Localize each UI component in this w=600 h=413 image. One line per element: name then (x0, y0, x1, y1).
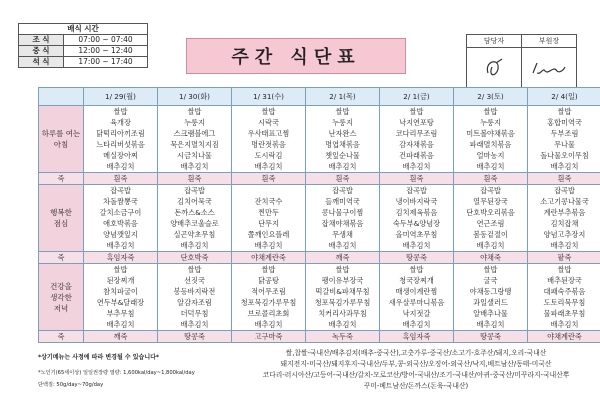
dinner-menu-cell (528, 264, 600, 331)
director-signature (522, 48, 577, 91)
breakfast-menu-cell (84, 106, 158, 173)
serving-time-header: 배식 시간 (19, 24, 148, 35)
menu-item: 낙지젓갈 (402, 309, 431, 318)
origin-line: 코다리-러시아산/고등어-국내산/갈치-모로코산/방어-국내산/조기-국내산/아귀-중국산/미꾸라지-국내산뿌 (262, 371, 570, 379)
menu-item: 배추김치 (254, 241, 283, 250)
menu-item: 대패숙주볶음 (543, 287, 586, 296)
menu-item: 낙지연포탕 (399, 118, 434, 127)
lunch-label: 중 식 (19, 46, 64, 57)
menu-item: 잡곡밥 (110, 186, 131, 195)
porridge-cell: 흑임자죽 (84, 252, 158, 264)
menu-item: 쌀밥 (335, 107, 350, 116)
menu-item: 두부조림 (550, 129, 579, 138)
menu-item: 메실장아찌 (103, 151, 138, 160)
menu-item: 쌀밥 (483, 107, 498, 116)
menu-item: 잡곡밥 (184, 186, 205, 195)
day-header-row (39, 88, 600, 106)
day-header: 1/ 30(화) (158, 88, 232, 106)
menu-item: 챗잎순나물 (325, 151, 360, 160)
menu-item: 배추김치 (550, 241, 579, 250)
menu-item: 새우살루마니볶음 (388, 298, 445, 307)
menu-item: 코다리무조림 (395, 129, 438, 138)
porridge-cell: 야채계란죽 (528, 331, 600, 343)
day-header: 1/ 29(월) (84, 88, 158, 106)
day-header: 1/ 31(수) (232, 88, 306, 106)
menu-item: 청국장찌개 (399, 276, 434, 285)
menu-item: 쌀밥 (113, 107, 128, 116)
breakfast-label: 하루를 여는 아침 (39, 106, 84, 173)
menu-item: 청포묵김가루무침 (314, 298, 371, 307)
menu-item: 묵은지멸치지짐 (170, 140, 219, 149)
menu-item: 쌀밥 (557, 107, 572, 116)
menu-item: 쌀밥 (261, 265, 276, 274)
menu-item: 부추무침 (106, 309, 135, 318)
porridge-cell: 땅콩죽 (380, 252, 454, 264)
menu-item: 찐만두 (258, 208, 279, 217)
menu-item: 건파래볶음 (399, 151, 434, 160)
menu-item: 잡곡밥 (480, 186, 501, 195)
origin-line: 꾸미-베트남산/돈까스(돈육-국내산) (363, 382, 469, 390)
approval-box (466, 34, 577, 91)
porridge-cell: 녹두죽 (306, 331, 380, 343)
menu-item: 잡채야채볶음 (321, 219, 364, 228)
menu-item: 배추김치 (328, 162, 357, 171)
menu-item: 봄동겉절이 (473, 230, 508, 239)
origin-line: 쌀,찹쌀-국내산/배추김치(배추-중국산),고춧가루-중국산/소고기-호주산/돼지,오리-국내산 (285, 349, 547, 357)
menu-item: 양념깻잎지 (103, 230, 138, 239)
menu-item: 난자완스 (328, 129, 357, 138)
menu-item: 봉등바지락전 (173, 287, 216, 296)
menu-item: 배추김치 (180, 241, 209, 250)
menu-item: 냉이바지락국 (395, 197, 438, 206)
menu-item: 배추김치 (254, 162, 283, 171)
dinner-menu-cell (380, 264, 454, 331)
menu-item: 숙두부&양념장 (392, 219, 441, 228)
lunch-time: 12:00 ~ 12:40 (64, 46, 148, 57)
menu-item: 누룽지 (480, 118, 501, 127)
menu-item: 된장찌개 (106, 276, 135, 285)
protein-guide: 단백질: 50g/day~70g/day (38, 382, 104, 388)
lunch-menu-cell (454, 185, 528, 252)
menu-item: 홍합미역국 (547, 118, 582, 127)
porridge-cell: 흰죽 (232, 173, 306, 185)
porridge-cell: 단호박죽 (158, 252, 232, 264)
menu-item: 김치어묵국 (177, 197, 212, 206)
menu-item: 잔치국수 (254, 197, 283, 206)
menu-item: 야채동그랑땡 (469, 287, 512, 296)
menu-item: 배추김치 (402, 162, 431, 171)
change-notice: *상기메뉴는 사정에 따라 변경될 수 있습니다* (38, 354, 160, 361)
menu-item: 쌀밥 (261, 107, 276, 116)
porridge-cell: 흰죽 (158, 173, 232, 185)
dinner-label: 건강을 생각한 저녁 (39, 264, 84, 331)
menu-item: 브로콜리초회 (247, 309, 290, 318)
menu-item: 차돌짬뽕국 (103, 197, 138, 206)
menu-item: 단호박오리볶음 (466, 208, 515, 217)
porridge-cell: 땅콩죽 (158, 331, 232, 343)
menu-item: 들깨미역국 (325, 197, 360, 206)
menu-item: 명엽채볶음 (325, 140, 360, 149)
origin-line: 돼지전지-미국산/돼지후지-국내산/두부,콩-외국산/오징어-외국산/낙지,베트남산/동태-미국산 (280, 360, 552, 368)
menu-item: 양배추코울슬로 (170, 219, 219, 228)
menu-item: 쌀밥 (409, 107, 424, 116)
menu-item: 청포묵김가루무침 (240, 298, 297, 307)
porridge-cell: 흰죽 (84, 173, 158, 185)
day-header: 2/ 4(일) (528, 88, 600, 106)
menu-item: 미트볼야채볶음 (466, 129, 515, 138)
menu-item: 갈치소금구이 (99, 208, 142, 217)
breakfast-menu-cell (306, 106, 380, 173)
lunch-label: 행복한 점심 (39, 185, 84, 252)
menu-item: 스크램블에그 (173, 129, 216, 138)
menu-item: 우사태표고찜 (247, 129, 290, 138)
porridge-label: 죽 (39, 173, 84, 185)
menu-item: 팽이유부장국 (321, 276, 364, 285)
menu-item: 쌀밥 (335, 265, 350, 274)
lunch-menu-cell (380, 185, 454, 252)
breakfast-menu-cell (232, 106, 306, 173)
menu-item: 배추김치 (476, 320, 505, 329)
dinner-porridge-row (39, 331, 600, 343)
menu-item: 닭떡리아끼조림 (96, 129, 145, 138)
dinner-menu-cell (306, 264, 380, 331)
breakfast-menu-cell (158, 106, 232, 173)
menu-item: 배추김치 (476, 162, 505, 171)
menu-item: 물파래초무침 (543, 309, 586, 318)
menu-item: 쌀밥 (409, 265, 424, 274)
menu-item: 느타리버섯볶음 (96, 140, 145, 149)
day-header: 2/ 1(금) (380, 88, 454, 106)
dinner-menu-cell (158, 264, 232, 331)
menu-item: 명란젓볶음 (251, 140, 286, 149)
menu-item: 잡곡밥 (554, 186, 575, 195)
menu-item: 콩나물구이찜 (321, 208, 364, 217)
lunch-row (39, 185, 600, 252)
approval-staff-label: 담당자 (467, 35, 522, 48)
lunch-menu-cell (232, 185, 306, 252)
menu-item: 쌀밥 (483, 265, 498, 274)
lunch-menu-cell (158, 185, 232, 252)
menu-item (232, 185, 305, 196)
menu-item: 쌀밥 (187, 107, 202, 116)
breakfast-row (39, 106, 600, 173)
breakfast-menu-cell (528, 106, 600, 173)
menu-item: 시금치나물 (177, 151, 212, 160)
menu-item: 김치잡채 (550, 219, 579, 228)
menu-item: 배추김치 (254, 320, 283, 329)
menu-item: 배추김치 (550, 320, 579, 329)
menu-item: 양념고추장지 (543, 230, 586, 239)
menu-item: 배추김치 (106, 162, 135, 171)
menu-item: 도토리묵무침 (543, 298, 586, 307)
dinner-time: 17:00 ~ 17:40 (64, 57, 148, 68)
menu-item: 시락국 (258, 118, 279, 127)
menu-item: 더덕무침 (180, 309, 209, 318)
porridge-cell: 땅콩죽 (454, 331, 528, 343)
porridge-cell: 흰죽 (454, 173, 528, 185)
approval-director-label: 부원장 (522, 35, 577, 48)
menu-item: 실곤약초무침 (173, 230, 216, 239)
porridge-cell: 깨죽 (84, 331, 158, 343)
menu-item: 배추김치 (180, 162, 209, 171)
menu-item: 누룽지 (184, 118, 205, 127)
menu-item: 알배추나물 (473, 309, 508, 318)
menu-item: 올미역초무침 (395, 230, 438, 239)
porridge-cell: 팥죽 (528, 252, 600, 264)
menu-item: 치커리사과무침 (318, 309, 367, 318)
porridge-cell: 야채죽 (454, 252, 528, 264)
menu-item: 배추된장국 (547, 276, 582, 285)
porridge-cell: 흰죽 (306, 173, 380, 185)
menu-item: 잡곡밥 (332, 186, 353, 195)
menu-item: 닭공탕 (258, 276, 279, 285)
menu-item: 배추김치 (328, 320, 357, 329)
menu-item: 배추김치 (106, 241, 135, 250)
menu-item: 무생채 (332, 230, 353, 239)
lunch-menu-cell (528, 185, 600, 252)
menu-item: 계란부추볶음 (543, 208, 586, 217)
porridge-cell: 고구마죽 (232, 331, 306, 343)
menu-item: 떡갈비&파채무침 (315, 287, 370, 296)
dinner-row (39, 264, 600, 331)
menu-item: 잡곡밥 (406, 186, 427, 195)
porridge-cell: 깨죽 (306, 252, 380, 264)
lunch-menu-cell (306, 185, 380, 252)
menu-item: 얼마농지 (476, 151, 505, 160)
serving-time-table (18, 23, 148, 68)
menu-item: 굴국 (483, 276, 498, 285)
dinner-label: 석 식 (19, 57, 64, 68)
dinner-menu-cell (454, 264, 528, 331)
menu-item: 돈까스&소스 (174, 208, 215, 217)
menu-item: 배추김치 (402, 241, 431, 250)
menu-item: 적어무조림 (251, 287, 286, 296)
menu-item: 무나물 (554, 140, 575, 149)
dinner-menu-cell (84, 264, 158, 331)
porridge-cell: 흰죽 (528, 173, 600, 185)
porridge-cell: 흑임자죽 (380, 331, 454, 343)
porridge-label: 죽 (39, 252, 84, 264)
menu-item: 배추김치 (550, 162, 579, 171)
menu-item: 소고기콩나물국 (540, 197, 589, 206)
menu-item: 선짓국 (184, 276, 205, 285)
menu-item: 연근조림 (476, 219, 505, 228)
menu-item: 열무된장국 (473, 197, 508, 206)
staff-signature (467, 48, 522, 91)
breakfast-menu-cell (380, 106, 454, 173)
lunch-porridge-row (39, 252, 600, 264)
menu-item: 쌀밥 (557, 265, 572, 274)
menu-item: 애호박볶음 (103, 219, 138, 228)
menu-item: 쌀밥 (187, 265, 202, 274)
page-title: 주간 식단표 (186, 38, 406, 74)
menu-item: 배추김치 (180, 320, 209, 329)
menu-item: 감자채볶음 (399, 140, 434, 149)
menu-item: 배추김치 (476, 241, 505, 250)
porridge-cell: 흰죽 (380, 173, 454, 185)
porridge-label: 죽 (39, 331, 84, 343)
menu-item: 알감자조림 (177, 298, 212, 307)
dinner-menu-cell (232, 264, 306, 331)
menu-item: 김치제육볶음 (395, 208, 438, 217)
menu-item: 쫄깨인요플레 (247, 230, 290, 239)
menu-item: 도시락김 (254, 151, 283, 160)
menu-item: 육개장 (110, 118, 131, 127)
day-header: 2/ 1(목) (306, 88, 380, 106)
menu-item: 배추김치 (106, 320, 135, 329)
menu-item: 단무지 (258, 219, 279, 228)
menu-item: 파래멸치볶음 (469, 140, 512, 149)
breakfast-porridge-row (39, 173, 600, 185)
porridge-cell: 야채계란죽 (232, 252, 306, 264)
weekly-menu-table (38, 87, 600, 343)
menu-item: 과일샐러드 (473, 298, 508, 307)
lunch-menu-cell (84, 185, 158, 252)
menu-item: 돌나물오이무침 (540, 151, 589, 160)
menu-item: 연두부&달래장 (96, 298, 145, 307)
calorie-guide: *노인기(65세이상) 일일권장량 열량: 1,600kal/day~1,800kal/day (38, 370, 195, 376)
breakfast-time: 07:00 ~ 07:40 (64, 35, 148, 46)
menu-item: 참치파굴이 (103, 287, 138, 296)
menu-item: 누룽지 (332, 118, 353, 127)
menu-item: 쌀밥 (113, 265, 128, 274)
breakfast-label: 조 식 (19, 35, 64, 46)
breakfast-menu-cell (454, 106, 528, 173)
origin-info (233, 348, 599, 392)
corner-cell (39, 88, 84, 106)
menu-item: 매생이계란찜 (395, 287, 438, 296)
day-header: 2/ 3(토) (454, 88, 528, 106)
menu-item: 배추김치 (402, 320, 431, 329)
menu-item: 배추김치 (328, 241, 357, 250)
